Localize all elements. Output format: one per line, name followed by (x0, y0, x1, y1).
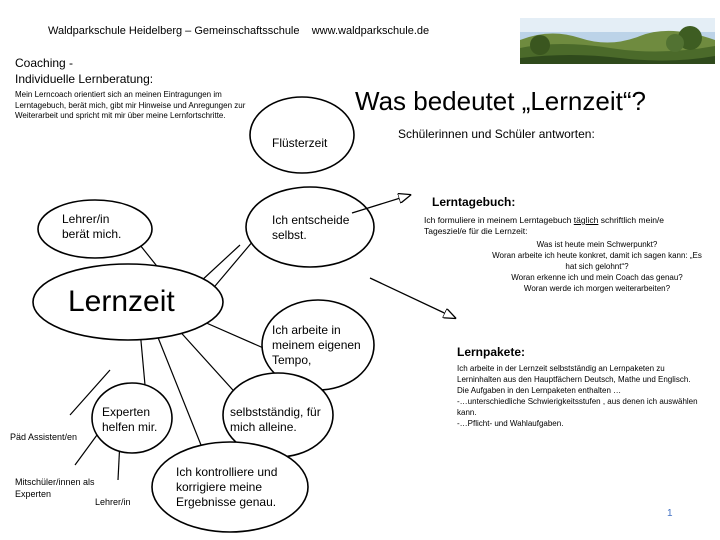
lernpakete-line: -…unterschiedliche Schwierigkeitsstufen , aus denen ich auswählen kann. (457, 397, 698, 417)
lerntagebuch-intro (424, 215, 694, 237)
lerntagebuch-intro-after: schriftlich mein/e Tagesziel/e für die Lernzeit: (424, 215, 665, 236)
mitschueler-label: Mitschüler/innen als Experten (15, 477, 95, 499)
landscape-photo-icon (520, 18, 715, 64)
coaching-text: Mein Lerncoach orientiert sich an meinen Eintragungen im Lerntagebuch, berät mich, gibt mir Hinweise und Anregungen zur Weiterarbeit und spricht mit mir über meine Lernfortschritte. (15, 90, 246, 120)
page-subtitle: Schülerinnen und Schüler antworten: (398, 127, 595, 141)
coaching-title-line2: Individuelle Lernberatung: (15, 72, 154, 86)
lernzeit-label: Lernzeit (68, 285, 175, 318)
page-number: 1 (667, 508, 673, 519)
kontrolliere-label: Ich kontrolliere und korrigiere meine Ergebnisse genau. (176, 465, 278, 509)
lerntagebuch-intro-before: Ich formuliere in meinem Lerntagebuch (424, 215, 574, 225)
experten-label: Experten helfen mir. (102, 405, 158, 434)
lerntagebuch-question: Woran werde ich morgen weiterarbeiten? (523, 284, 671, 293)
selbststaendig-label: selbstständig, für mich alleine. (230, 405, 321, 434)
page-title: Was bedeutet „Lernzeit“? (355, 86, 646, 116)
fluesterzeit-ellipse (250, 97, 354, 173)
header-text (48, 25, 429, 37)
tempo-label: Ich arbeite in meinem eigenen Tempo, (272, 323, 361, 367)
lerntagebuch-question: Was ist heute mein Schwerpunkt? (536, 240, 658, 249)
entscheide-label: Ich entscheide selbst. (272, 213, 350, 242)
lehrer-beraet-label: Lehrer/in berät mich. (62, 212, 122, 241)
lernpakete-text (457, 363, 702, 429)
lernpakete-line: Die Aufgaben in den Lernpaketen enthalten … (457, 386, 622, 395)
lerntagebuch-question: Woran erkenne ich und mein Coach das genau? (511, 273, 683, 282)
school-url[interactable]: www.waldparkschule.de (311, 25, 430, 37)
lernpakete-line: -…Pflicht- und Wahlaufgaben. (457, 419, 564, 428)
lerntagebuch-question: Woran arbeite ich heute konkret, damit ich sagen kann: „Es hat sich gelohnt“? (492, 251, 702, 271)
school-name: Waldparkschule Heidelberg – Gemeinschaftsschule (48, 25, 300, 37)
lernpakete-title: Lernpakete: (457, 345, 526, 359)
paed-assistent-label: Päd Assistent/en (10, 432, 78, 442)
coaching-title (15, 55, 153, 87)
lernpakete-line: Ich arbeite in der Lernzeit selbstständig an Lernpaketen zu Lerninhalten aus den Hauptfächern Deutsch, Mathe und Englisch. (457, 364, 691, 384)
lehrer-expert-label: Lehrer/in (95, 497, 131, 507)
fluesterzeit-label: Flüsterzeit (272, 136, 328, 150)
lerntagebuch-questions (492, 239, 702, 294)
lerntagebuch-title: Lerntagebuch: (432, 195, 516, 209)
coaching-title-line1: Coaching - (15, 56, 74, 70)
lerntagebuch-intro-underlined: täglich (573, 215, 599, 225)
arrow-lernpakete (370, 278, 455, 318)
